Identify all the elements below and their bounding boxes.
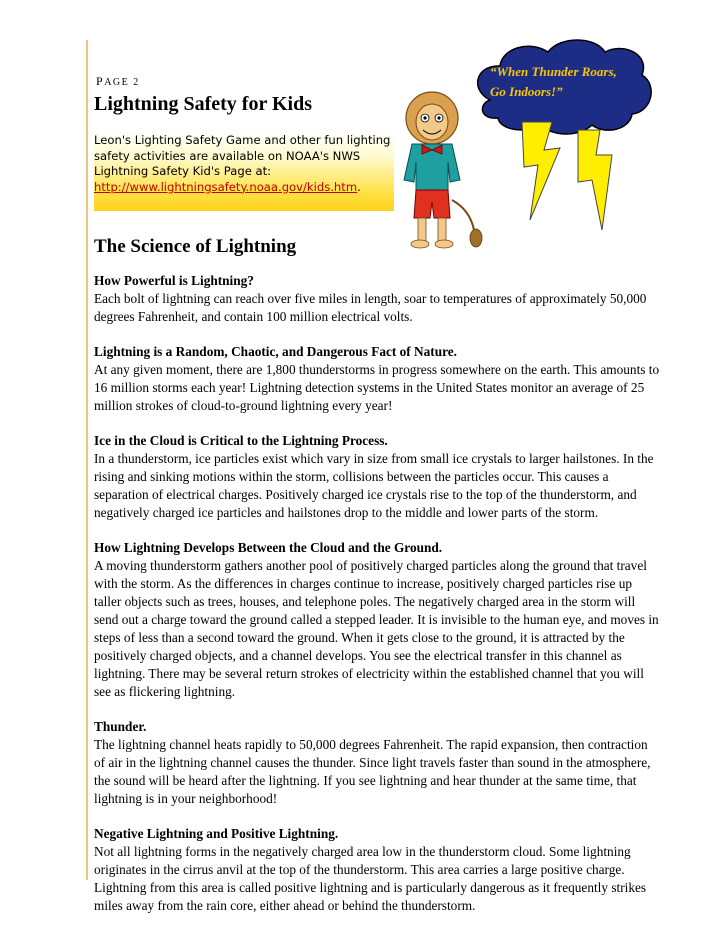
tail — [452, 200, 474, 230]
cloud-quote: “When Thunder Roars, Go Indoors!” — [490, 64, 617, 99]
section-text: In a thunderstorm, ice particles exist which vary in size from small ice crystals to larger hailstones. In the rising and sinking motions within the storm, collisions between the particles occur. This causes a separation of electrical charges. Positively charged ice crystals rise to the top of the thunderstorm, and negatively charged ice particles and hailstones drop to the middle and lower parts of the storm. — [94, 451, 654, 520]
shorts — [414, 190, 450, 218]
lightning-bolt-right — [578, 130, 612, 230]
section-title: The Science of Lightning — [94, 236, 297, 257]
section-random — [94, 343, 662, 415]
section-heading: Lightning is a Random, Chaotic, and Dangerous Fact of Nature. — [94, 344, 457, 359]
margin-rule — [86, 40, 88, 880]
page-label: PAGE 2 — [96, 74, 140, 88]
section-heading: Thunder. — [94, 719, 147, 734]
section-develops — [94, 539, 662, 701]
lightning-bolt-left — [522, 122, 560, 220]
section-ice — [94, 432, 662, 522]
section-heading: How Lightning Develops Between the Cloud and the Ground. — [94, 540, 443, 555]
kids-page-link[interactable]: http://www.lightningsafety.noaa.gov/kids.htm — [94, 179, 358, 194]
face — [416, 104, 448, 140]
section-text: Each bolt of lightning can reach over five miles in length, soar to temperatures of approximately 50,000 degrees Fahrenheit, and contain 100 million electrical volts. — [94, 291, 647, 324]
section-power — [94, 272, 662, 326]
section-heading: How Powerful is Lightning? — [94, 273, 254, 288]
section-text: Not all lightning forms in the negatively charged area low in the thunderstorm cloud. Some lightning originates in the cirrus anvil at the top of the thunderstorm. This area carries a large positive charge. Lightning from this area is called positive lightning and is particularly dangerous as it frequently strikes miles away from the rain core, either ahead or behind the thunderstorm. — [94, 844, 647, 913]
section-text: A moving thunderstorm gathers another pool of positively charged particles along the ground that travel with the storm. As the differences in charges continue to increase, positively charged particles rise up taller objects such as trees, houses, and telephone poles. The negatively charged area in the storm will send out a charge toward the ground called a stepped leader. It is invisible to the human eye, and moves in steps of less than a second toward the ground. When it gets close to the ground, it is attracted by the positively charged objects, and a channel develops. You see the electrical transfer in this channel as lightning. There may be several return strokes of electricity within the established channel that you will see as flickering lightning. — [94, 558, 659, 699]
section-heading: Negative Lightning and Positive Lightning. — [94, 826, 339, 841]
callout-text: Leon's Lighting Safety Game and other fun lighting safety activities are available on NOAA's NWS Lightning Safety Kid's Page at: — [94, 133, 391, 178]
section-text: The lightning channel heats rapidly to 50,000 degrees Fahrenheit. The rapid expansion, then contraction of air in the lightning channel causes the thunder. Since light travels faster than sound in the atmosphere, the sound will be heard after the lightning. If you see lightning and hear thunder at the same time, that lightning is in your neighborhood! — [94, 737, 651, 806]
section-text: At any given moment, there are 1,800 thunderstorms in progress somewhere on the earth. This amounts to 16 million storms each year! Lightning detection systems in the United States monitor an average of 25 million strokes of cloud-to-ground lightning every year! — [94, 362, 660, 413]
headline: Lightning Safety for Kids — [94, 93, 312, 115]
shirt — [404, 144, 460, 190]
section-heading: Ice in the Cloud is Critical to the Lightning Process. — [94, 433, 388, 448]
article-body — [94, 272, 662, 932]
callout-box — [94, 131, 394, 211]
callout-suffix: . — [357, 179, 361, 194]
section-thunder — [94, 718, 662, 808]
leon-lion-character — [390, 90, 500, 255]
section-negative-positive — [94, 825, 662, 915]
